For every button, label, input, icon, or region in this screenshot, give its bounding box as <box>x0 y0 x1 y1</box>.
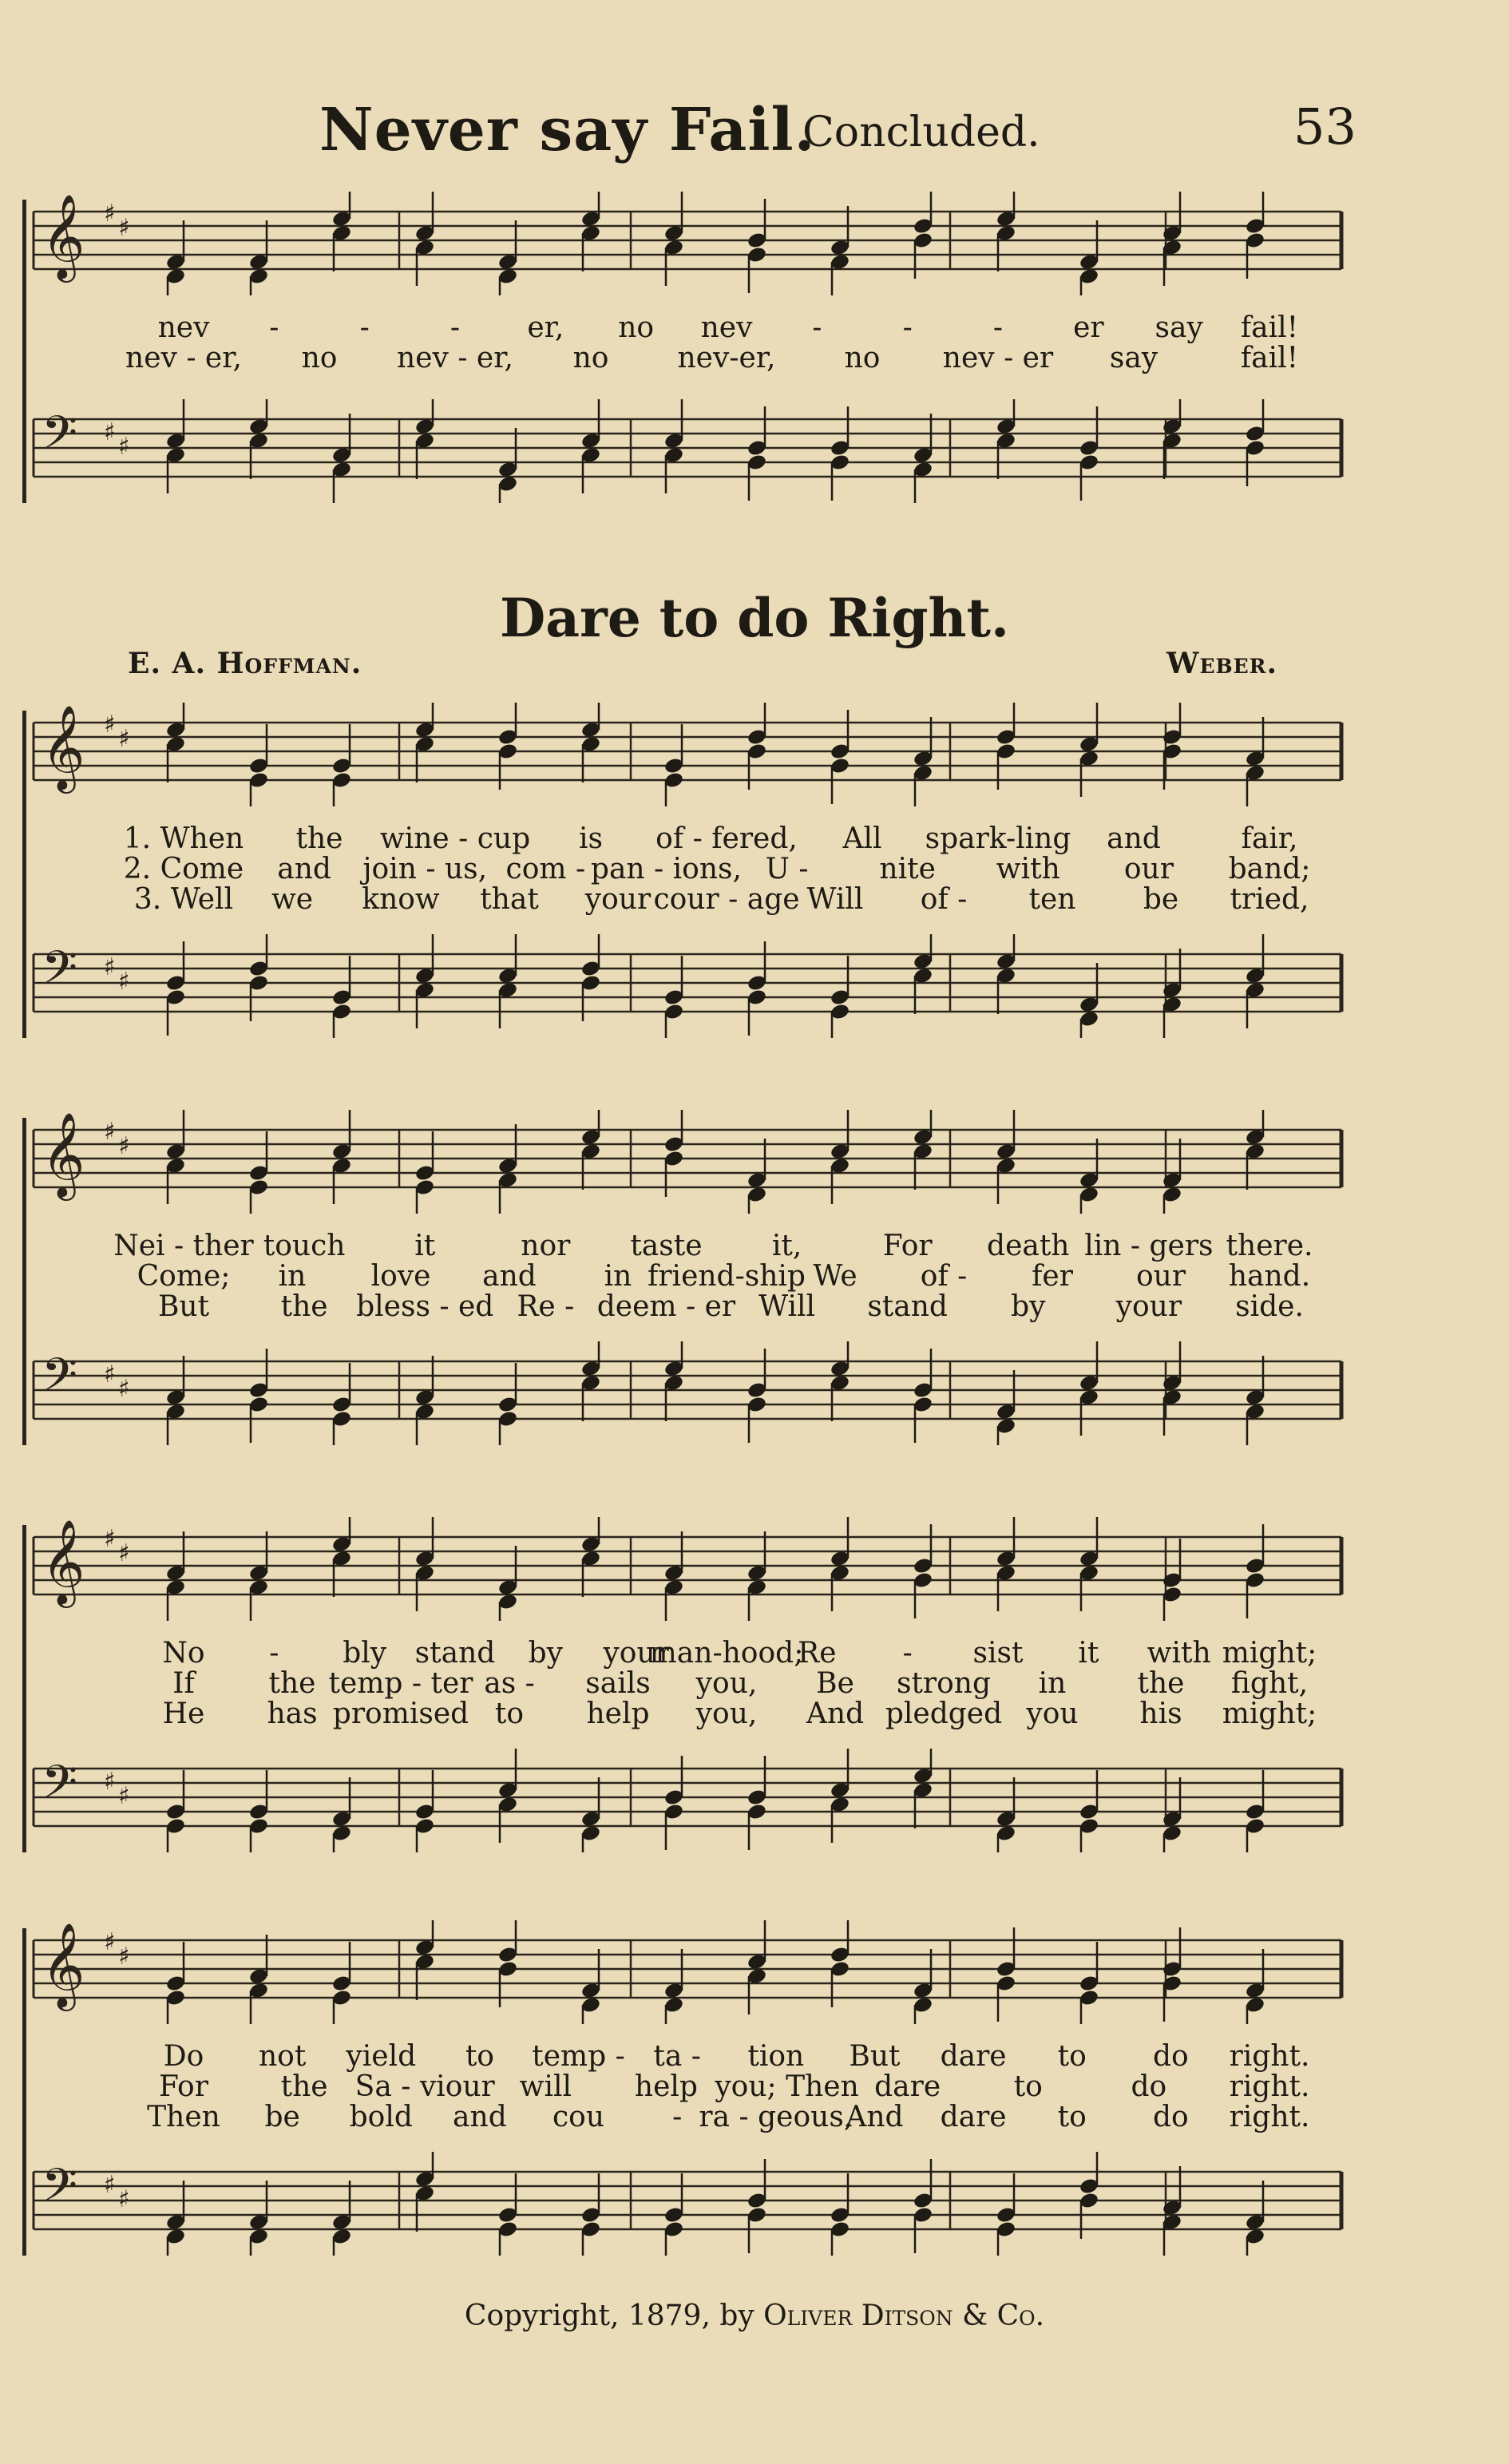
lyric-syllable: nite <box>879 853 936 885</box>
lyric-syllable: it <box>1078 1637 1099 1670</box>
sharp-icon: ♯ <box>104 2171 116 2199</box>
lyric-syllable: Sa - viour <box>354 2070 495 2103</box>
lyric-syllable: But <box>849 2040 901 2073</box>
lyric-syllable: - <box>812 311 822 344</box>
lyric-syllable: And <box>846 2101 904 2133</box>
lyric-syllable: fair, <box>1241 822 1298 855</box>
lyric-line <box>24 2040 1349 2073</box>
lyric-syllable: to <box>1057 2040 1087 2073</box>
lyric-syllable: - <box>450 311 461 344</box>
lyric-syllable: - <box>672 2101 683 2133</box>
lyric-syllable: know <box>362 883 440 916</box>
lyric-syllable: 1. When <box>123 822 244 855</box>
lyric-syllable: you, <box>695 1667 758 1700</box>
sharp-icon: ♯ <box>118 1132 130 1160</box>
lyrics-block <box>24 1230 1349 1321</box>
lyric-syllable: with <box>1147 1637 1211 1670</box>
lyric-syllable: death <box>987 1230 1070 1262</box>
lyric-syllable: say <box>1155 311 1203 344</box>
bass-staff <box>24 2152 1349 2256</box>
lyric-syllable: Will <box>806 883 864 916</box>
lyric-syllable: If <box>172 1667 195 1700</box>
music-system-4 <box>24 1509 1349 1892</box>
lyric-syllable: to <box>465 2040 494 2073</box>
lyric-syllable: sist <box>972 1637 1024 1670</box>
lyrics-block <box>24 311 1349 372</box>
lyric-syllable: to <box>494 1697 525 1730</box>
lyric-syllable: nev - er, <box>125 342 242 374</box>
lyric-syllable: no <box>301 342 338 374</box>
lyric-syllable: taste <box>630 1230 703 1262</box>
lyric-syllable: help <box>634 2070 698 2103</box>
lyric-line <box>24 2070 1349 2101</box>
treble-staff <box>24 192 1349 295</box>
lyrics-block <box>24 1637 1349 1728</box>
lyric-syllable: strong <box>896 1667 992 1700</box>
lyric-syllable: tried, <box>1230 883 1309 916</box>
music-system-2 <box>24 695 1349 1078</box>
lyric-syllable: in <box>1038 1667 1067 1700</box>
lyric-line <box>24 883 1349 916</box>
lyric-syllable: nev - er, <box>397 342 513 374</box>
lyric-syllable: might; <box>1222 1697 1317 1730</box>
lyric-syllable: wine - cup <box>379 822 531 855</box>
lyric-syllable: no <box>572 342 609 374</box>
lyric-syllable: We <box>813 1260 857 1293</box>
lyric-syllable: do <box>1153 2101 1189 2133</box>
music-system-5 <box>24 1912 1349 2296</box>
lyric-syllable: ra - geous, <box>699 2101 854 2133</box>
lyric-syllable: the <box>295 822 343 855</box>
bass-clef-icon: 𝄢 <box>42 406 78 471</box>
sharp-icon: ♯ <box>104 1361 116 1388</box>
lyric-syllable: No <box>162 1637 205 1670</box>
music-system-1 <box>24 184 1349 527</box>
lyric-syllable: Be <box>816 1667 854 1700</box>
lyric-syllable: Then <box>147 2101 220 2133</box>
lyric-syllable: in <box>604 1260 632 1293</box>
sharp-icon: ♯ <box>118 2185 130 2213</box>
sharp-icon: ♯ <box>104 1118 116 1146</box>
lyric-syllable: But <box>157 1290 210 1323</box>
lyric-syllable: Re - <box>517 1290 575 1323</box>
lyric-syllable: say <box>1109 342 1158 374</box>
lyric-syllable: ten <box>1028 883 1076 916</box>
lyric-syllable: it, <box>771 1230 802 1262</box>
lyric-line <box>24 1260 1349 1293</box>
lyric-syllable: is <box>579 822 603 855</box>
lyric-syllable: fail! <box>1240 311 1299 344</box>
lyric-syllable: Nei - ther <box>113 1230 254 1262</box>
lyric-syllable: and <box>1107 822 1161 855</box>
sharp-icon: ♯ <box>104 418 116 446</box>
treble-staff <box>24 1110 1349 1214</box>
lyric-syllable: friend-ship <box>648 1260 806 1293</box>
bass-staff <box>24 934 1349 1038</box>
lyric-syllable: do <box>1131 2070 1167 2103</box>
lyric-syllable: help <box>586 1697 650 1730</box>
lyric-syllable: stand <box>867 1290 948 1323</box>
lyric-syllable: band; <box>1228 853 1311 885</box>
bass-staff <box>24 1749 1349 1852</box>
lyric-syllable: nor <box>521 1230 571 1262</box>
continued-label: Concluded. <box>802 109 1040 156</box>
sharp-icon: ♯ <box>104 953 116 981</box>
lyric-syllable: might; <box>1222 1637 1317 1670</box>
lyric-line <box>24 1637 1349 1670</box>
lyric-line <box>24 1697 1349 1728</box>
lyric-syllable: the <box>280 1290 328 1323</box>
bass-clef-icon: 𝄢 <box>42 2158 78 2224</box>
treble-staff <box>24 703 1349 806</box>
lyric-syllable: All <box>842 822 882 855</box>
lyric-syllable: your <box>1115 1290 1182 1323</box>
lyric-syllable: dare <box>940 2040 1007 2073</box>
lyric-syllable: tion <box>747 2040 805 2073</box>
lyric-syllable: nev <box>157 311 210 344</box>
lyric-syllable: it <box>414 1230 436 1262</box>
sharp-icon: ♯ <box>118 1943 130 1971</box>
lyric-syllable: fight, <box>1230 1667 1309 1700</box>
lyric-syllable: For <box>159 2070 208 2103</box>
sharp-icon: ♯ <box>104 1525 116 1553</box>
lyric-syllable: side. <box>1235 1290 1304 1323</box>
lyrics-block <box>24 2040 1349 2131</box>
lyric-syllable: temp - ter <box>328 1667 473 1700</box>
lyric-syllable: And <box>806 1697 865 1730</box>
bass-clef-icon: 𝄢 <box>42 1755 78 1820</box>
lyric-syllable: cou <box>553 2101 605 2133</box>
lyric-syllable: dare <box>874 2070 941 2103</box>
lyric-syllable: 3. Well <box>133 883 234 916</box>
lyric-syllable: you, <box>695 1697 758 1730</box>
lyric-syllable: nev - er <box>942 342 1054 374</box>
composer-credit: Weber. <box>1166 647 1277 680</box>
lyric-syllable: to <box>1013 2070 1043 2103</box>
copyright-notice <box>0 2300 1509 2332</box>
lyric-syllable: deem - er <box>596 1290 736 1323</box>
lyric-syllable: the <box>280 2070 328 2103</box>
treble-clef-icon: 𝄞 <box>42 704 85 790</box>
lyric-syllable: that <box>480 883 539 916</box>
lyric-syllable: ta - <box>653 2040 701 2073</box>
lyric-syllable: com - <box>505 853 586 885</box>
lyric-syllable: pan - ions, <box>590 853 742 885</box>
lyric-syllable: bold <box>349 2101 413 2133</box>
lyric-syllable: He <box>162 1697 205 1730</box>
music-system-3 <box>24 1102 1349 1485</box>
lyric-syllable: by <box>528 1637 564 1670</box>
lyric-line <box>24 342 1349 372</box>
lyric-syllable: right. <box>1229 2101 1310 2133</box>
lyric-line <box>24 822 1349 853</box>
sharp-icon: ♯ <box>118 1782 130 1810</box>
lyric-syllable: no <box>618 311 655 344</box>
lyric-syllable: and <box>482 1260 537 1293</box>
sharp-icon: ♯ <box>118 968 130 996</box>
lyric-syllable: lin - gers <box>1084 1230 1214 1262</box>
lyric-syllable: temp - <box>532 2040 625 2073</box>
lyric-syllable: U - <box>765 853 809 885</box>
lyric-syllable: fail! <box>1240 342 1299 374</box>
lyric-syllable: join - us, <box>362 853 488 885</box>
bass-staff <box>24 399 1349 503</box>
lyric-syllable: the <box>268 1667 316 1700</box>
lyric-syllable: Do <box>163 2040 204 2073</box>
lyric-syllable: 2. Come <box>123 853 244 885</box>
lyric-syllable: For <box>882 1230 933 1262</box>
lyric-syllable: the <box>1137 1667 1185 1700</box>
lyric-syllable: spark-ling <box>925 822 1071 855</box>
lyric-line <box>24 2101 1349 2131</box>
bass-staff <box>24 1341 1349 1445</box>
lyric-syllable: your <box>584 883 652 916</box>
lyric-syllable: of - <box>920 883 968 916</box>
sharp-icon: ♯ <box>104 711 116 739</box>
treble-staff <box>24 1517 1349 1621</box>
lyric-syllable: Come; <box>137 1260 231 1293</box>
lyric-line <box>24 1290 1349 1321</box>
lyric-syllable: bless - ed <box>356 1290 494 1323</box>
lyric-syllable: - <box>269 311 279 344</box>
lyric-syllable: we <box>271 883 314 916</box>
lyric-syllable: you <box>1026 1697 1079 1730</box>
lyric-syllable: to <box>1057 2101 1087 2133</box>
lyric-syllable: touch <box>263 1230 346 1262</box>
lyric-syllable: be <box>264 2101 300 2133</box>
lyric-syllable: do <box>1153 2040 1189 2073</box>
lyric-syllable: nev <box>700 311 753 344</box>
lyric-syllable: - <box>902 311 913 344</box>
lyric-syllable: there. <box>1226 1230 1313 1262</box>
lyric-syllable: our <box>1135 1260 1186 1293</box>
lyric-syllable: of - fered, <box>655 822 798 855</box>
lyric-syllable: - <box>902 1637 913 1670</box>
lyric-syllable: and <box>277 853 331 885</box>
lyric-syllable: our <box>1123 853 1174 885</box>
lyric-syllable: will <box>519 2070 572 2103</box>
lyrics-block <box>24 822 1349 916</box>
bass-clef-icon: 𝄢 <box>42 941 78 1006</box>
lyric-syllable: in <box>278 1260 307 1293</box>
lyric-syllable: stand <box>414 1637 496 1670</box>
sharp-icon: ♯ <box>118 1539 130 1567</box>
lyric-syllable: your <box>603 1637 669 1670</box>
lyric-syllable: Will <box>758 1290 816 1323</box>
lyric-syllable: as - <box>484 1667 535 1700</box>
treble-clef-icon: 𝄞 <box>42 193 85 279</box>
lyric-syllable: you; Then <box>715 2070 859 2103</box>
lyric-line <box>24 853 1349 883</box>
sharp-icon: ♯ <box>104 1928 116 1956</box>
lyricist-credit: E. A. Hoffman. <box>128 647 362 680</box>
lyric-syllable: be <box>1143 883 1179 916</box>
lyric-syllable: right. <box>1229 2040 1310 2073</box>
page-number: 53 <box>1293 97 1357 156</box>
treble-clef-icon: 𝄞 <box>42 1519 85 1604</box>
lyric-syllable: with <box>996 853 1060 885</box>
lyric-syllable: has <box>267 1697 318 1730</box>
lyric-line <box>24 1667 1349 1700</box>
sharp-icon: ♯ <box>118 433 130 461</box>
lyric-syllable: - <box>269 1637 279 1670</box>
lyric-syllable: promised <box>332 1697 469 1730</box>
lyric-syllable: hand. <box>1228 1260 1311 1293</box>
lyric-syllable: man-hood; <box>649 1637 804 1670</box>
lyric-syllable: and <box>453 2101 507 2133</box>
lyric-syllable: bly <box>343 1637 387 1670</box>
song-title: Dare to do Right. <box>500 587 1009 649</box>
page-header <box>0 88 1509 168</box>
lyric-syllable: by <box>1011 1290 1046 1323</box>
lyric-syllable: nev-er, <box>677 342 776 374</box>
lyric-syllable: - <box>359 311 370 344</box>
lyric-syllable: Re <box>798 1637 837 1670</box>
continued-song-title: Never say Fail. <box>319 96 816 164</box>
publisher-name: Oliver Ditson & Co. <box>763 2300 1045 2332</box>
lyric-line <box>24 311 1349 342</box>
lyric-syllable: sails <box>585 1667 651 1700</box>
lyric-syllable: love <box>370 1260 431 1293</box>
lyric-syllable: dare <box>940 2101 1007 2133</box>
bass-clef-icon: 𝄢 <box>42 1348 78 1413</box>
lyric-syllable: er <box>1073 311 1104 344</box>
lyric-syllable: er, <box>527 311 564 344</box>
sharp-icon: ♯ <box>104 200 116 228</box>
lyric-syllable: yield <box>346 2040 417 2073</box>
lyric-syllable: pledged <box>885 1697 1003 1730</box>
treble-staff <box>24 1920 1349 2024</box>
lyric-syllable: not <box>258 2040 307 2073</box>
treble-clef-icon: 𝄞 <box>42 1922 85 2007</box>
sharp-icon: ♯ <box>118 1375 130 1403</box>
sharp-icon: ♯ <box>118 725 130 753</box>
lyric-syllable: - <box>992 311 1004 344</box>
copyright-text: Copyright, 1879, by <box>464 2300 754 2332</box>
lyric-syllable: fer <box>1032 1260 1073 1293</box>
lyric-syllable: cour - age <box>653 883 800 916</box>
lyric-syllable: right. <box>1229 2070 1310 2103</box>
lyric-line <box>24 1230 1349 1260</box>
treble-clef-icon: 𝄞 <box>42 1111 85 1197</box>
lyric-syllable: of - <box>920 1260 968 1293</box>
sharp-icon: ♯ <box>118 214 130 242</box>
sharp-icon: ♯ <box>104 1768 116 1796</box>
lyric-syllable: no <box>844 342 881 374</box>
lyric-syllable: his <box>1139 1697 1182 1730</box>
